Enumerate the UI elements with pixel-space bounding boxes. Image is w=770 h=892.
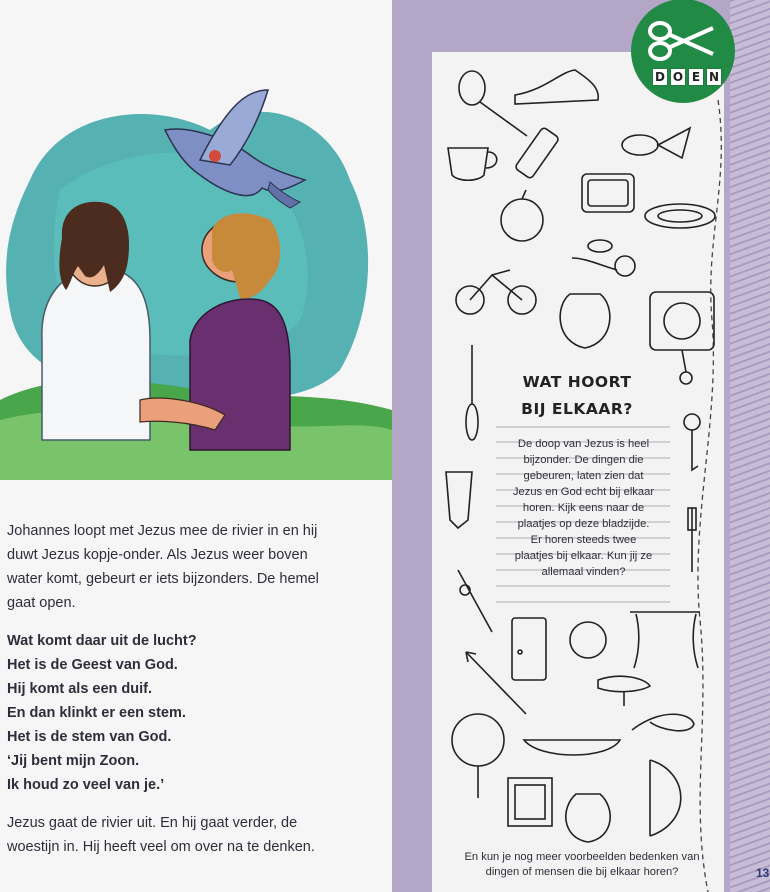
poem-line: Het is de Geest van God. [7, 657, 178, 673]
toothpaste-icon [446, 472, 472, 528]
clock-hand-icon [458, 570, 492, 632]
saddle-icon [598, 676, 650, 706]
quiz-text-line: horen. Kijk eens naar de [522, 502, 645, 514]
doen-letter: N [706, 68, 722, 86]
quiz-text-line: De doop van Jezus is heel [517, 438, 650, 450]
poem-line: Ik houd zo veel van je.’ [7, 777, 165, 793]
bottom-question [446, 850, 718, 880]
quiz-title-line2: BIJ ELKAAR? [521, 400, 633, 418]
story-outro-line: Jezus gaat de rivier uit. En hij gaat verder, de [7, 815, 298, 831]
quiz-text-line: gebeuren, laten zien dat [523, 470, 644, 482]
story-outro-line: woestijn in. Hij heeft veel om over na te denken. [7, 839, 315, 855]
boat-icon [524, 740, 620, 755]
picture-frame-icon [508, 778, 552, 826]
poem-line: En dan klinkt er een stem. [7, 705, 186, 721]
vase-icon [566, 794, 610, 842]
apple-icon [501, 190, 543, 241]
quiz-text-line: Er horen steeds twee [530, 534, 637, 546]
goldfish-icon [622, 128, 690, 158]
paddle-icon [466, 345, 478, 440]
rope-icon [632, 714, 694, 731]
story-intro-line: duwt Jezus kopje-onder. Als Jezus weer boven [7, 547, 308, 563]
bicycle-icon [456, 270, 536, 314]
quiz-text-line: allemaal vinden? [541, 566, 626, 578]
tree-icon [452, 714, 504, 798]
bow-icon [650, 760, 681, 836]
toothbrush-icon [688, 508, 696, 572]
arrow-icon [466, 652, 526, 714]
doen-letter: D [652, 68, 668, 86]
fishbowl-icon [560, 294, 610, 348]
cup-icon [448, 148, 497, 180]
quiz-text-line: Jezus en God echt bij elkaar [512, 486, 655, 498]
story-intro-line: gaat open. [7, 595, 76, 611]
plate-icon [645, 204, 715, 228]
tv-icon [582, 174, 634, 212]
quiz-text-line: plaatjes op deze bladzijde. [517, 518, 650, 530]
quiz-text-line: bijzonder. De dingen die [523, 454, 644, 466]
doen-letter: E [688, 68, 704, 86]
clock-icon [650, 292, 714, 384]
quiz-title [497, 369, 657, 423]
poem-line: ‘Jij bent mijn Zoon. [7, 753, 140, 769]
key-icon [684, 414, 700, 470]
shoe-icon [515, 70, 598, 104]
curtain-icon [630, 612, 700, 668]
question-line: En kun je nog meer voorbeelden bedenken van [464, 851, 700, 863]
poem-line: Wat komt daar uit de lucht? [7, 633, 197, 649]
ball-icon [570, 622, 606, 658]
poem-line: Het is de stem van God. [7, 729, 172, 745]
story-intro-line: water komt, gebeurt er iets bijzonders. De hemel [7, 571, 319, 587]
poem-line: Hij komt als een duif. [7, 681, 153, 697]
question-line: dingen of mensen die bij elkaar horen? [485, 866, 679, 878]
quiz-instructions [496, 436, 671, 580]
doen-letter: O [670, 68, 686, 86]
flower-icon [572, 240, 635, 276]
remote-icon [514, 127, 559, 179]
quiz-text-line: plaatjes bij elkaar. Kun jij ze [514, 550, 653, 562]
quiz-title-line1: WAT HOORT [522, 373, 632, 391]
door-icon [512, 618, 546, 680]
page-number: 13 [756, 866, 770, 880]
story-intro-line: Johannes loopt met Jezus mee de rivier in en hij [7, 523, 318, 539]
